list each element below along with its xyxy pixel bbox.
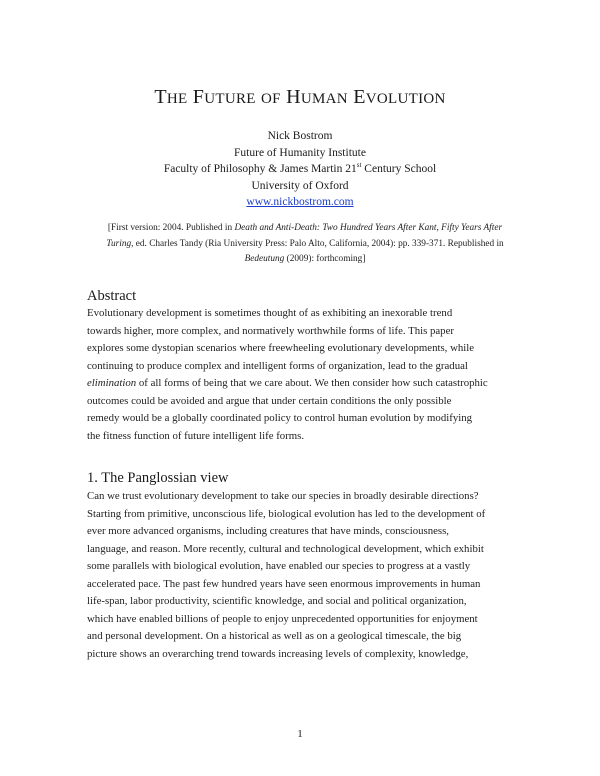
text-line: explores some dystopian scenarios where freewheeling evolutionary developments, while xyxy=(87,342,475,354)
text-line: towards higher, more complex, and normatively worthwhile forms of life. This paper xyxy=(87,324,454,337)
text-line: Evolutionary development is sometimes thought of as exhibiting an inexorable trend xyxy=(87,307,453,319)
author-website-link[interactable]: www.nickbostrom.com xyxy=(246,196,354,208)
abstract-paragraph xyxy=(87,305,519,445)
text-line: which have enabled billions of people to enjoy unprecedented opportunities for enjoyment xyxy=(87,612,478,625)
text-line: elimination of all forms of being that we care about. We then consider how such catastrophic xyxy=(87,377,488,389)
title-word: THE xyxy=(154,86,188,108)
text-line: and personal development. On a historical as well as on a geological timescale, the big xyxy=(87,630,462,642)
affiliation-institute: Future of Humanity Institute xyxy=(234,146,366,159)
text-line: language, and reason. More recently, cultural and technological development, which exhibit xyxy=(87,542,484,555)
text-line: some parallels with biological evolution, have enabled our species to progress at a vastly xyxy=(87,560,471,572)
section-heading: 1. The Panglossian view xyxy=(87,470,229,486)
affiliation-faculty: Faculty of Philosophy & James Martin 21st Century School xyxy=(163,161,437,175)
publication-note: [First version: 2004. Published in Death and Anti-Death: Two Hundred Years After Kant, Fifty Years After Turing, ed. Charles Tandy (Ria University Press: Palo Alto, California, 2004): pp. 339-371. Republished in Bedeutung (2009): forthcoming] xyxy=(106,223,504,264)
author-block xyxy=(0,128,600,211)
title-word: EVOLUTION xyxy=(353,86,446,108)
text-line: remedy would be a globally coordinated policy to control human evolution by modifying xyxy=(87,412,473,424)
text-line: the fitness function of future intelligent life forms. xyxy=(87,429,305,442)
author-name: Nick Bostrom xyxy=(267,130,333,142)
text-line: ever more advanced organisms, including creatures that have minds, consciousness, xyxy=(87,525,449,537)
title-word: FUTURE xyxy=(192,86,256,108)
text-line: picture shows an overarching trend towards increasing levels of complexity, knowledge, xyxy=(87,647,469,660)
text-line: accelerated pace. The past few hundred years have seen enormous improvements in human xyxy=(87,577,481,590)
page-number: 1 xyxy=(297,728,303,740)
section-paragraph xyxy=(87,488,519,663)
title-word: OF xyxy=(261,91,281,107)
affiliation-university: University of Oxford xyxy=(251,179,349,192)
title-word: HUMAN xyxy=(286,86,348,108)
paper-title xyxy=(0,86,600,109)
text-line: Starting from primitive, unconscious life, biological evolution has led to the development of xyxy=(87,507,486,520)
text-line: Can we trust evolutionary development to take our species in broadly desirable directions? xyxy=(87,490,479,502)
text-line: life-span, labor productivity, scientific knowledge, and social and political organization, xyxy=(87,595,467,607)
abstract-heading: Abstract xyxy=(87,288,137,304)
text-line: continuing to produce complex and intelligent forms of organization, lead to the gradual xyxy=(87,359,468,372)
text-line: outcomes could be avoided and argue that under certain conditions the only possible xyxy=(87,394,452,407)
